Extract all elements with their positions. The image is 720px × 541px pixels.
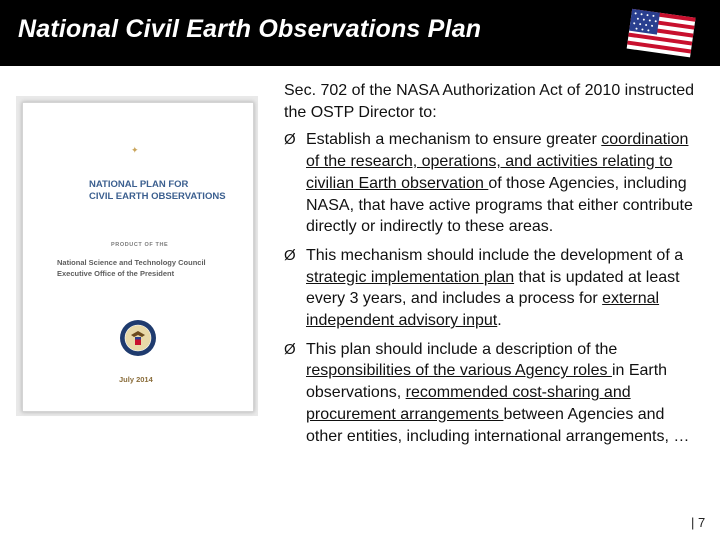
bullet-text: between Agencies and other entities, including international arrangements, …: [306, 405, 690, 445]
bullet-item: [284, 245, 704, 332]
underlined-text: responsibilities of the various Agency roles: [306, 362, 612, 380]
bullet-list: [284, 129, 704, 447]
underlined-text: coordination of the research, operations, and activities relating to civilian Earth observation: [306, 131, 689, 192]
underlined-text: external independent advisory input: [306, 290, 660, 330]
seal-icon: [119, 319, 157, 357]
ornament-icon: ✦: [131, 145, 139, 155]
underlined-text: strategic implementation plan: [306, 268, 515, 286]
bullet-item: [284, 129, 704, 238]
bullet-arrow-icon: Ø: [284, 246, 296, 264]
bullet-arrow-icon: Ø: [284, 340, 296, 358]
slide-body: [284, 80, 704, 454]
report-cover: [22, 102, 254, 412]
cover-title-line: NATIONAL PLAN FOR: [89, 179, 189, 190]
bullet-text: .: [497, 312, 502, 330]
page-number: | 7: [691, 515, 706, 530]
cover-title-line: CIVIL EARTH OBSERVATIONS: [89, 191, 226, 202]
cover-product-of: PRODUCT OF THE: [111, 242, 169, 248]
bullet-text: This mechanism should include the development of a: [306, 246, 684, 264]
cover-title: [89, 179, 239, 203]
slide-title: National Civil Earth Observations Plan: [18, 15, 482, 43]
bullet-item: [284, 339, 704, 448]
bullet-text: that is updated at least every 3 years, and includes a process for: [306, 268, 680, 308]
cover-council-line: National Science and Technology Council: [57, 258, 206, 267]
bullet-arrow-icon: Ø: [284, 131, 296, 149]
bullet-text: in Earth observations,: [306, 362, 668, 402]
cover-council-line: Executive Office of the President: [57, 269, 175, 278]
underlined-text: recommended cost-sharing and procurement arrangements: [306, 384, 631, 423]
intro-text: Sec. 702 of the NASA Authorization Act of 2010 instructed the OSTP Director to:: [284, 82, 695, 121]
bullet-text: Establish a mechanism to ensure greater: [306, 131, 602, 149]
us-flag-icon: [621, 3, 699, 65]
cover-council: [57, 257, 247, 279]
cover-date: July 2014: [119, 375, 153, 384]
bullet-text: of those Agencies, including NASA, that have active programs that either contribute directly or indirectly to these areas.: [306, 174, 693, 236]
title-bar: [0, 0, 720, 66]
bullet-text: This plan should include a description of the: [306, 340, 618, 358]
